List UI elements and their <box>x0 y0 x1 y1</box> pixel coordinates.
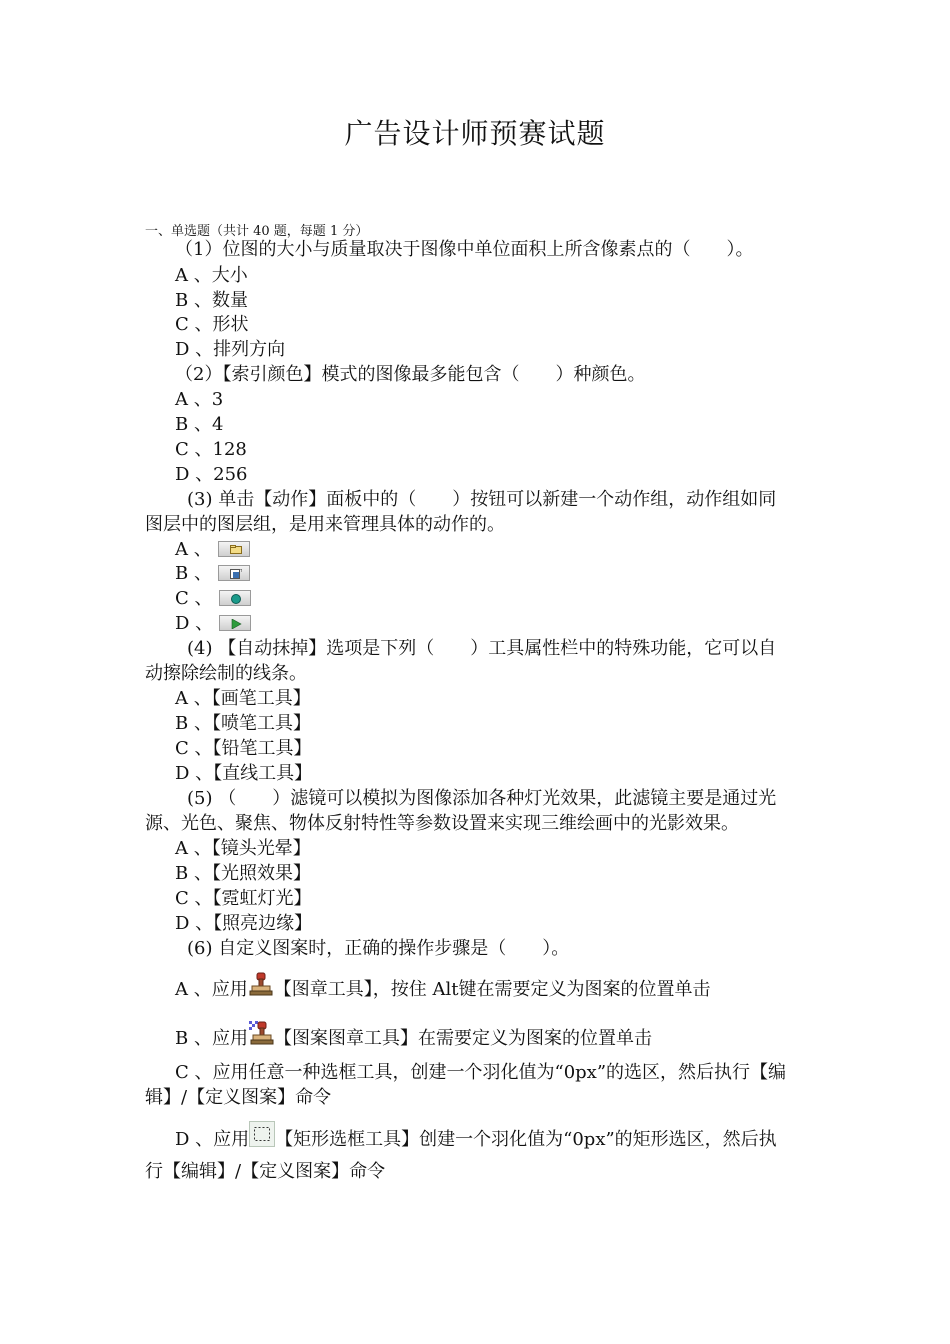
q3-option-c <box>175 587 251 611</box>
question-3-stem-cont: 图层中的图层组，是用来管理具体的动作的。 <box>145 514 505 535</box>
question-2-stem: （2）【索引颜色】模式的图像最多能包含（ ）种颜色。 <box>175 364 646 385</box>
new-folder-icon <box>218 541 250 557</box>
q6-option-d-text: 【矩形选框工具】创建一个羽化值为“0px”的矩形选区，然后执 <box>275 1129 777 1150</box>
q6-option-b-text: 【图案图章工具】在需要定义为图案的位置单击 <box>273 1028 652 1049</box>
q6-option-b-prefix: B 、应用 <box>175 1028 248 1049</box>
q6-option-a-prefix: A 、应用 <box>175 979 248 1000</box>
q4-option-a: A 、【画笔工具】 <box>175 688 311 709</box>
q1-option-d: D 、排列方向 <box>175 339 286 360</box>
question-6-stem: (6) 自定义图案时，正确的操作步骤是（ ）。 <box>187 938 570 959</box>
clone-stamp-icon <box>248 971 274 997</box>
question-4-stem-cont: 动擦除绘制的线条。 <box>145 663 307 684</box>
q6-option-b <box>175 1026 652 1052</box>
q6-option-d <box>175 1127 777 1153</box>
q6-option-d-prefix: D 、应用 <box>175 1129 250 1150</box>
q1-option-a: A 、大小 <box>175 265 248 286</box>
q6-option-c-cont: 辑】/【定义图案】命令 <box>145 1087 332 1108</box>
page-title: 广告设计师预赛试题 <box>344 117 606 150</box>
pattern-stamp-icon <box>248 1020 274 1046</box>
question-4-stem: (4) 【自动抹掉】选项是下列（ ）工具属性栏中的特殊功能，它可以自 <box>187 638 777 659</box>
q4-option-d: D 、【直线工具】 <box>175 763 313 784</box>
q3-option-a-label: A 、 <box>175 539 212 560</box>
play-icon <box>219 615 251 631</box>
q2-option-a: A 、3 <box>175 389 224 410</box>
q5-option-d: D 、【照亮边缘】 <box>175 913 313 934</box>
q5-option-b: B 、【光照效果】 <box>175 863 311 884</box>
q6-option-a <box>175 977 710 1003</box>
q2-option-d: D 、256 <box>175 464 248 485</box>
q3-option-d-label: D 、 <box>175 613 214 634</box>
q3-option-a <box>175 538 250 562</box>
question-1-stem: （1）位图的大小与质量取决于图像中单位面积上所含像素点的（ ）。 <box>175 239 754 260</box>
q5-option-a: A 、【镜头光晕】 <box>175 838 311 859</box>
rectangular-marquee-icon <box>249 1121 275 1147</box>
q5-option-c: C 、【霓虹灯光】 <box>175 888 312 909</box>
question-3-stem: (3) 单击【动作】面板中的（ ）按钮可以新建一个动作组，动作组如同 <box>187 489 777 510</box>
question-5-stem: (5) （ ）滤镜可以模拟为图像添加各种灯光效果，此滤镜主要是通过光 <box>187 788 777 809</box>
section-header: 一、单选题（共计 40 题，每题 1 分） <box>145 224 369 239</box>
q1-option-b: B 、数量 <box>175 290 248 311</box>
new-action-icon <box>218 565 250 581</box>
question-5-stem-cont: 源、光色、聚焦、物体反射特性等参数设置来实现三维绘画中的光影效果。 <box>145 813 739 834</box>
q4-option-b: B 、【喷笔工具】 <box>175 713 311 734</box>
q6-option-c: C 、应用任意一种选框工具，创建一个羽化值为“0px”的选区，然后执行【编 <box>175 1062 787 1083</box>
q2-option-c: C 、128 <box>175 439 247 460</box>
q3-option-b <box>175 562 250 586</box>
q2-option-b: B 、4 <box>175 414 224 435</box>
q6-option-a-text: 【图章工具】，按住 Alt键在需要定义为图案的位置单击 <box>273 979 711 1000</box>
q3-option-d <box>175 612 251 636</box>
q6-option-d-cont: 行【编辑】/【定义图案】命令 <box>145 1161 386 1182</box>
q3-option-c-label: C 、 <box>175 588 213 609</box>
q3-option-b-label: B 、 <box>175 563 212 584</box>
q4-option-c: C 、【铅笔工具】 <box>175 738 312 759</box>
q1-option-c: C 、形状 <box>175 314 249 335</box>
record-icon <box>219 590 251 606</box>
